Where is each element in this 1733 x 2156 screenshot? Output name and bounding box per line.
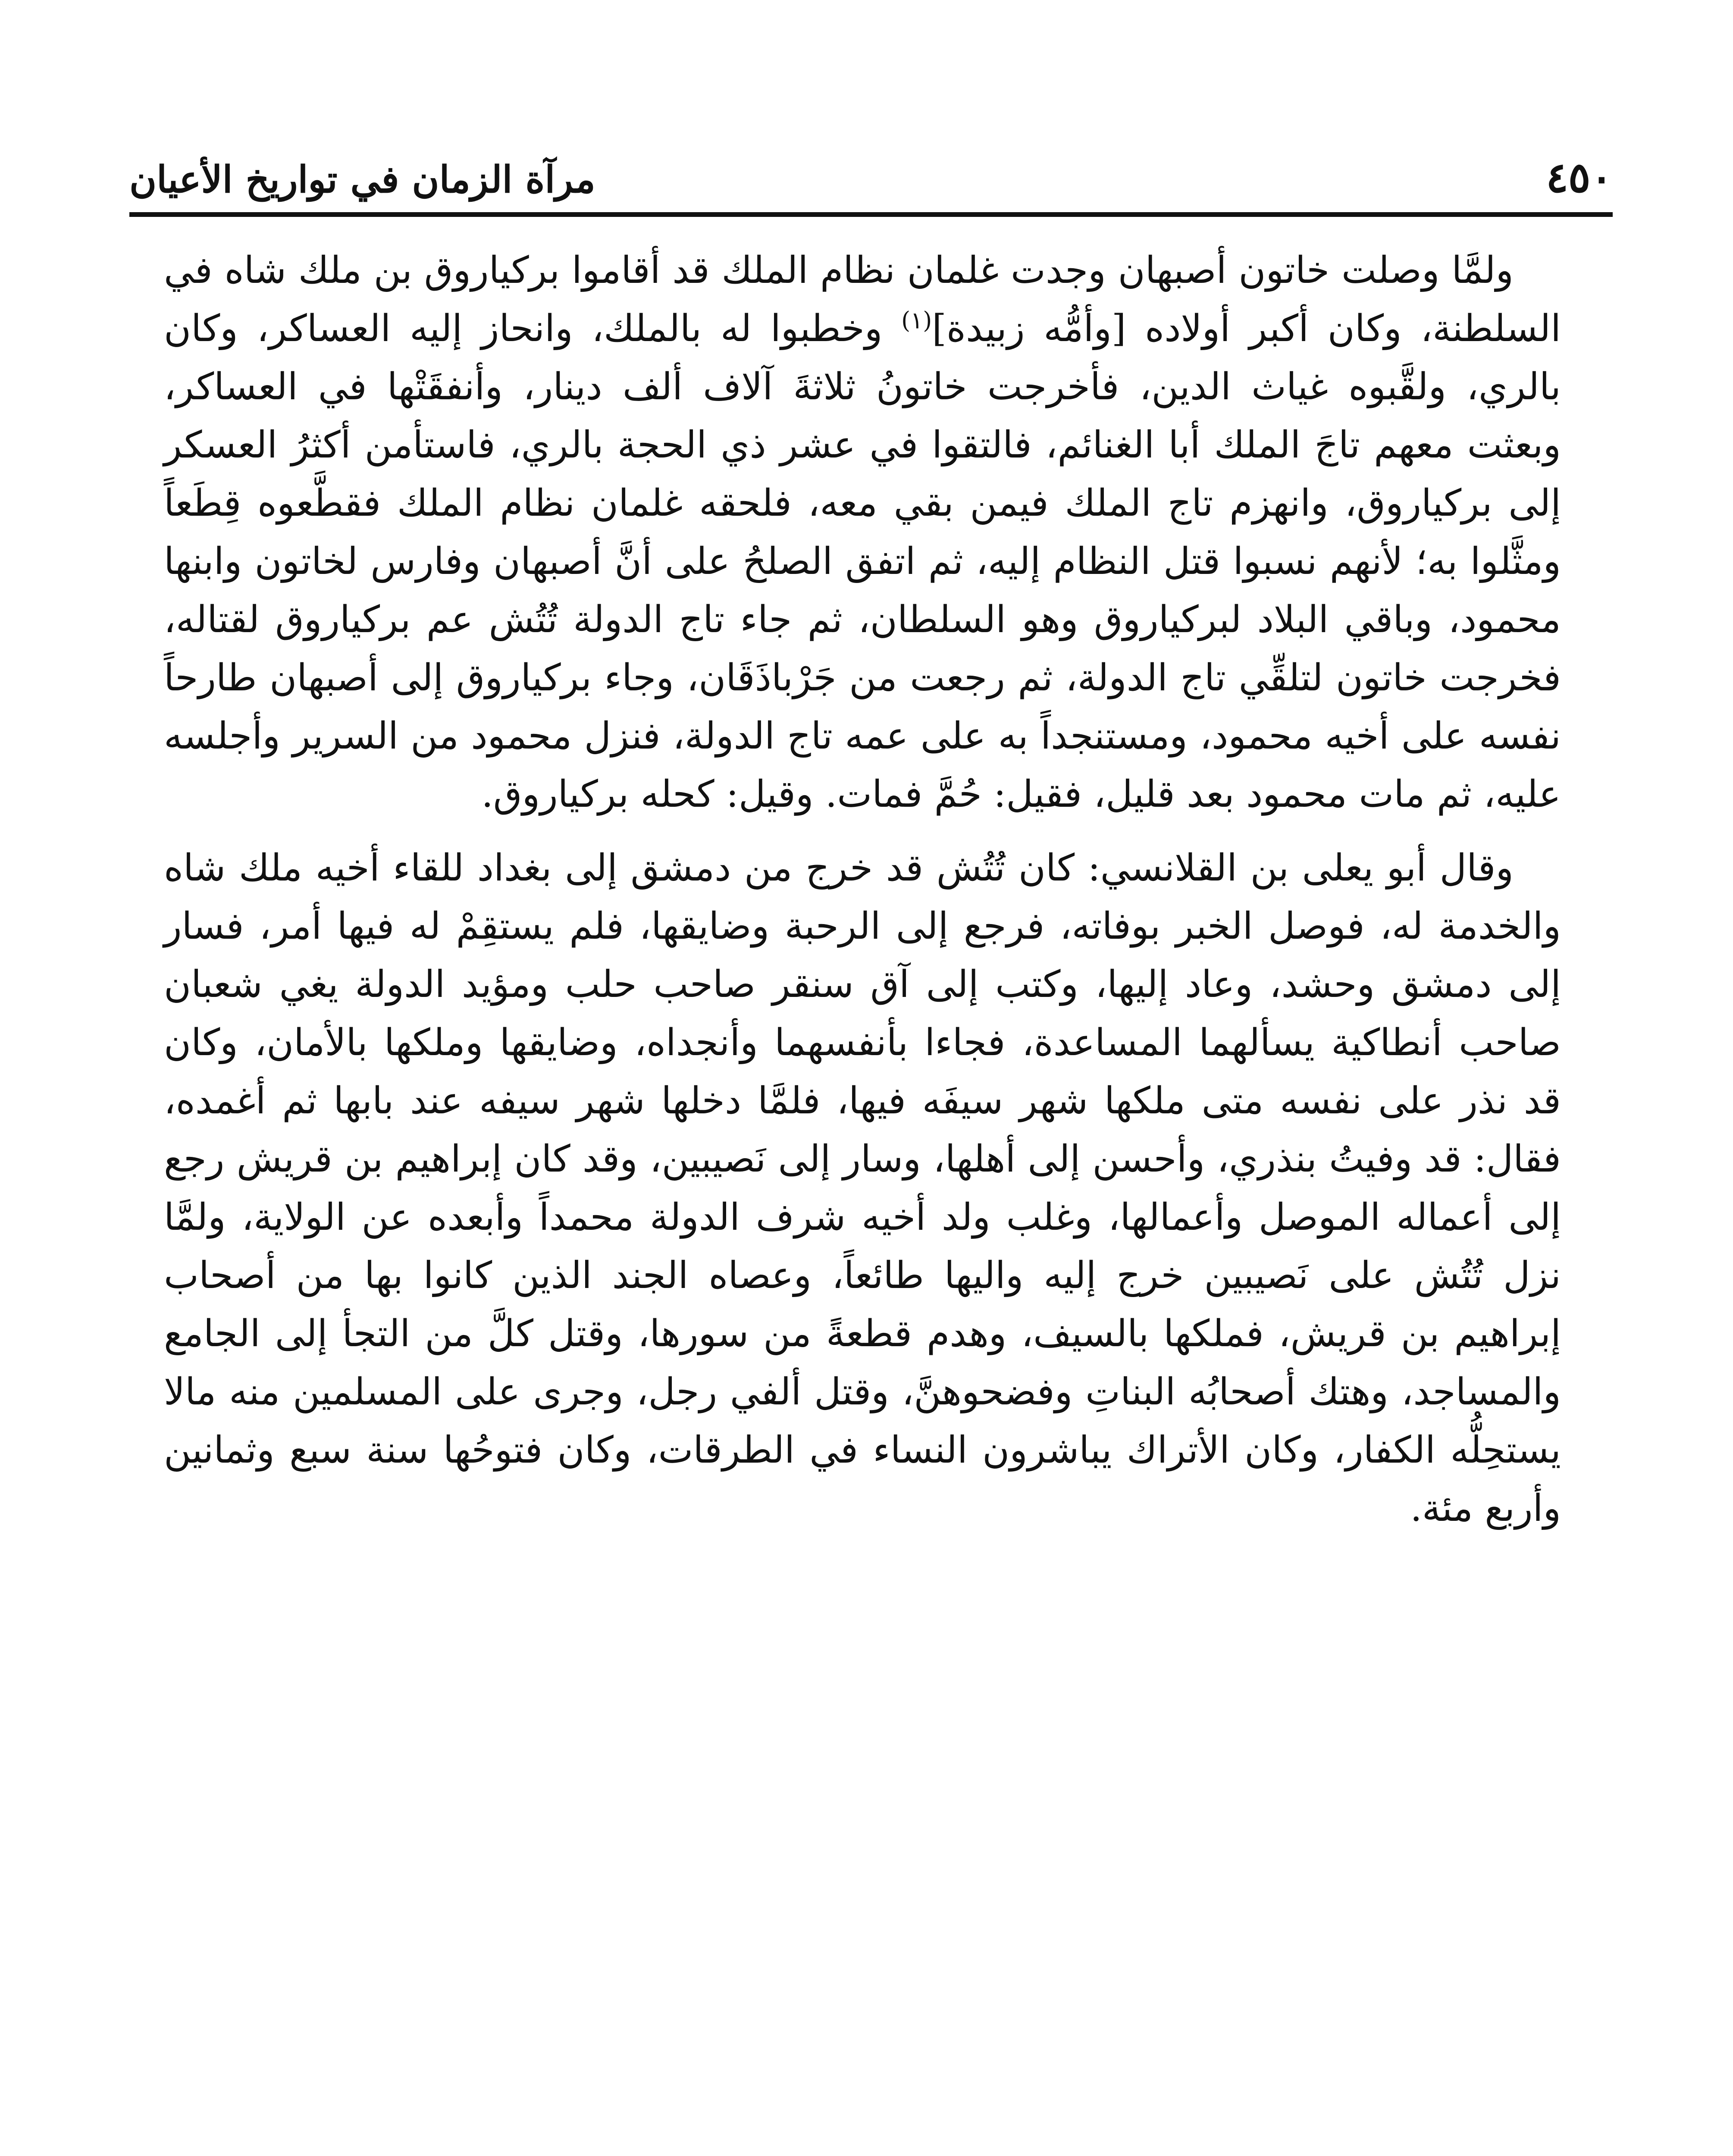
paragraph-1-text-a: ولمَّا وصلت خاتون أصبهان وجدت غلمان نظام الملك قد أقاموا بركياروق بن ملك شاه في السلطنة، وكان أكبر أولاده [وأمُّه زبيدة]	[164, 249, 1561, 350]
footnote-reference-1: (١)	[901, 307, 932, 334]
paragraph-1	[164, 241, 1561, 824]
page-number: ٤٥٠	[1546, 153, 1613, 202]
book-title: مرآة الزمان في تواريخ الأعيان	[129, 158, 595, 201]
header-divider	[129, 212, 1613, 217]
paragraph-2: وقال أبو يعلى بن القلانسي: كان تُتُش قد خرج من دمشق إلى بغداد للقاء أخيه ملك شاه والخدمة له، فوصل الخبر بوفاته، فرجع إلى الرحبة وضايقها، فلم يستقِمْ له فيها أمر، فسار إلى دمشق وحشد، وعاد إليها، وكتب إلى آق سنقر صاحب حلب ومؤيد الدولة يغي شعبان صاحب أنطاكية يسألهما المساعدة، فجاءا بأنفسهما وأنجداه، وضايقها وملكها بالأمان، وكان قد نذر على نفسه متى ملكها شهر سيفَه فيها، فلمَّا دخلها شهر سيفه عند بابها ثم أغمده، فقال: قد وفيتُ بنذري، وأحسن إلى أهلها، وسار إلى نَصيبين، وقد كان إبراهيم بن قريش رجع إلى أعماله الموصل وأعمالها، وغلب ولد أخيه شرف الدولة محمداً وأبعده عن الولاية، ولمَّا نزل تُتُش على نَصيبين خرج إليه واليها طائعاً، وعصاه الجند الذين كانوا بها من أصحاب إبراهيم بن قريش، فملكها بالسيف، وهدم قطعةً من سورها، وقتل كلَّ من التجأ إلى الجامع والمساجد، وهتك أصحابُه البناتِ وفضحوهنَّ، وقتل ألفي رجل، وجرى على المسلمين منه مالا يستحِلُّه الكفار، وكان الأتراك يباشرون النساء في الطرقات، وكان فتوحُها سنة سبع وثمانين وأربع مئة.	[164, 846, 1561, 1530]
main-text	[164, 241, 1561, 1538]
running-header	[129, 129, 1613, 211]
paragraph-1-text-b: وخطبوا له بالملك، وانحاز إليه العساكر، وكان بالري، ولقَّبوه غياث الدين، فأخرجت خاتونُ ثلاثةَ آلاف ألف دينار، وأنفقَتْها في العساكر، وبعثت معهم تاجَ الملك أبا الغنائم، فالتقوا في عشر ذي الحجة بالري، فاستأمن أكثرُ العسكر إلى بركياروق، وانهزم تاج الملك فيمن بقي معه، فلحقه غلمان نظام الملك فقطَّعوه قِطَعاً ومثَّلوا به؛ لأنهم نسبوا قتل النظام إليه، ثم اتفق الصلحُ على أنَّ أصبهان وفارس لخاتون وابنها محمود، وباقي البلاد لبركياروق وهو السلطان، ثم جاء تاج الدولة تُتُش عم بركياروق لقتاله، فخرجت خاتون لتلقِّي تاج الدولة، ثم رجعت من جَرْباذَقَان، وجاء بركياروق إلى أصبهان طارحاً نفسه على أخيه محمود، ومستنجداً به على عمه تاج الدولة، فنزل محمود من السرير وأجلسه عليه، ثم مات محمود بعد قليل، فقيل: حُمَّ فمات. وقيل: كحله بركياروق.	[164, 307, 1561, 816]
